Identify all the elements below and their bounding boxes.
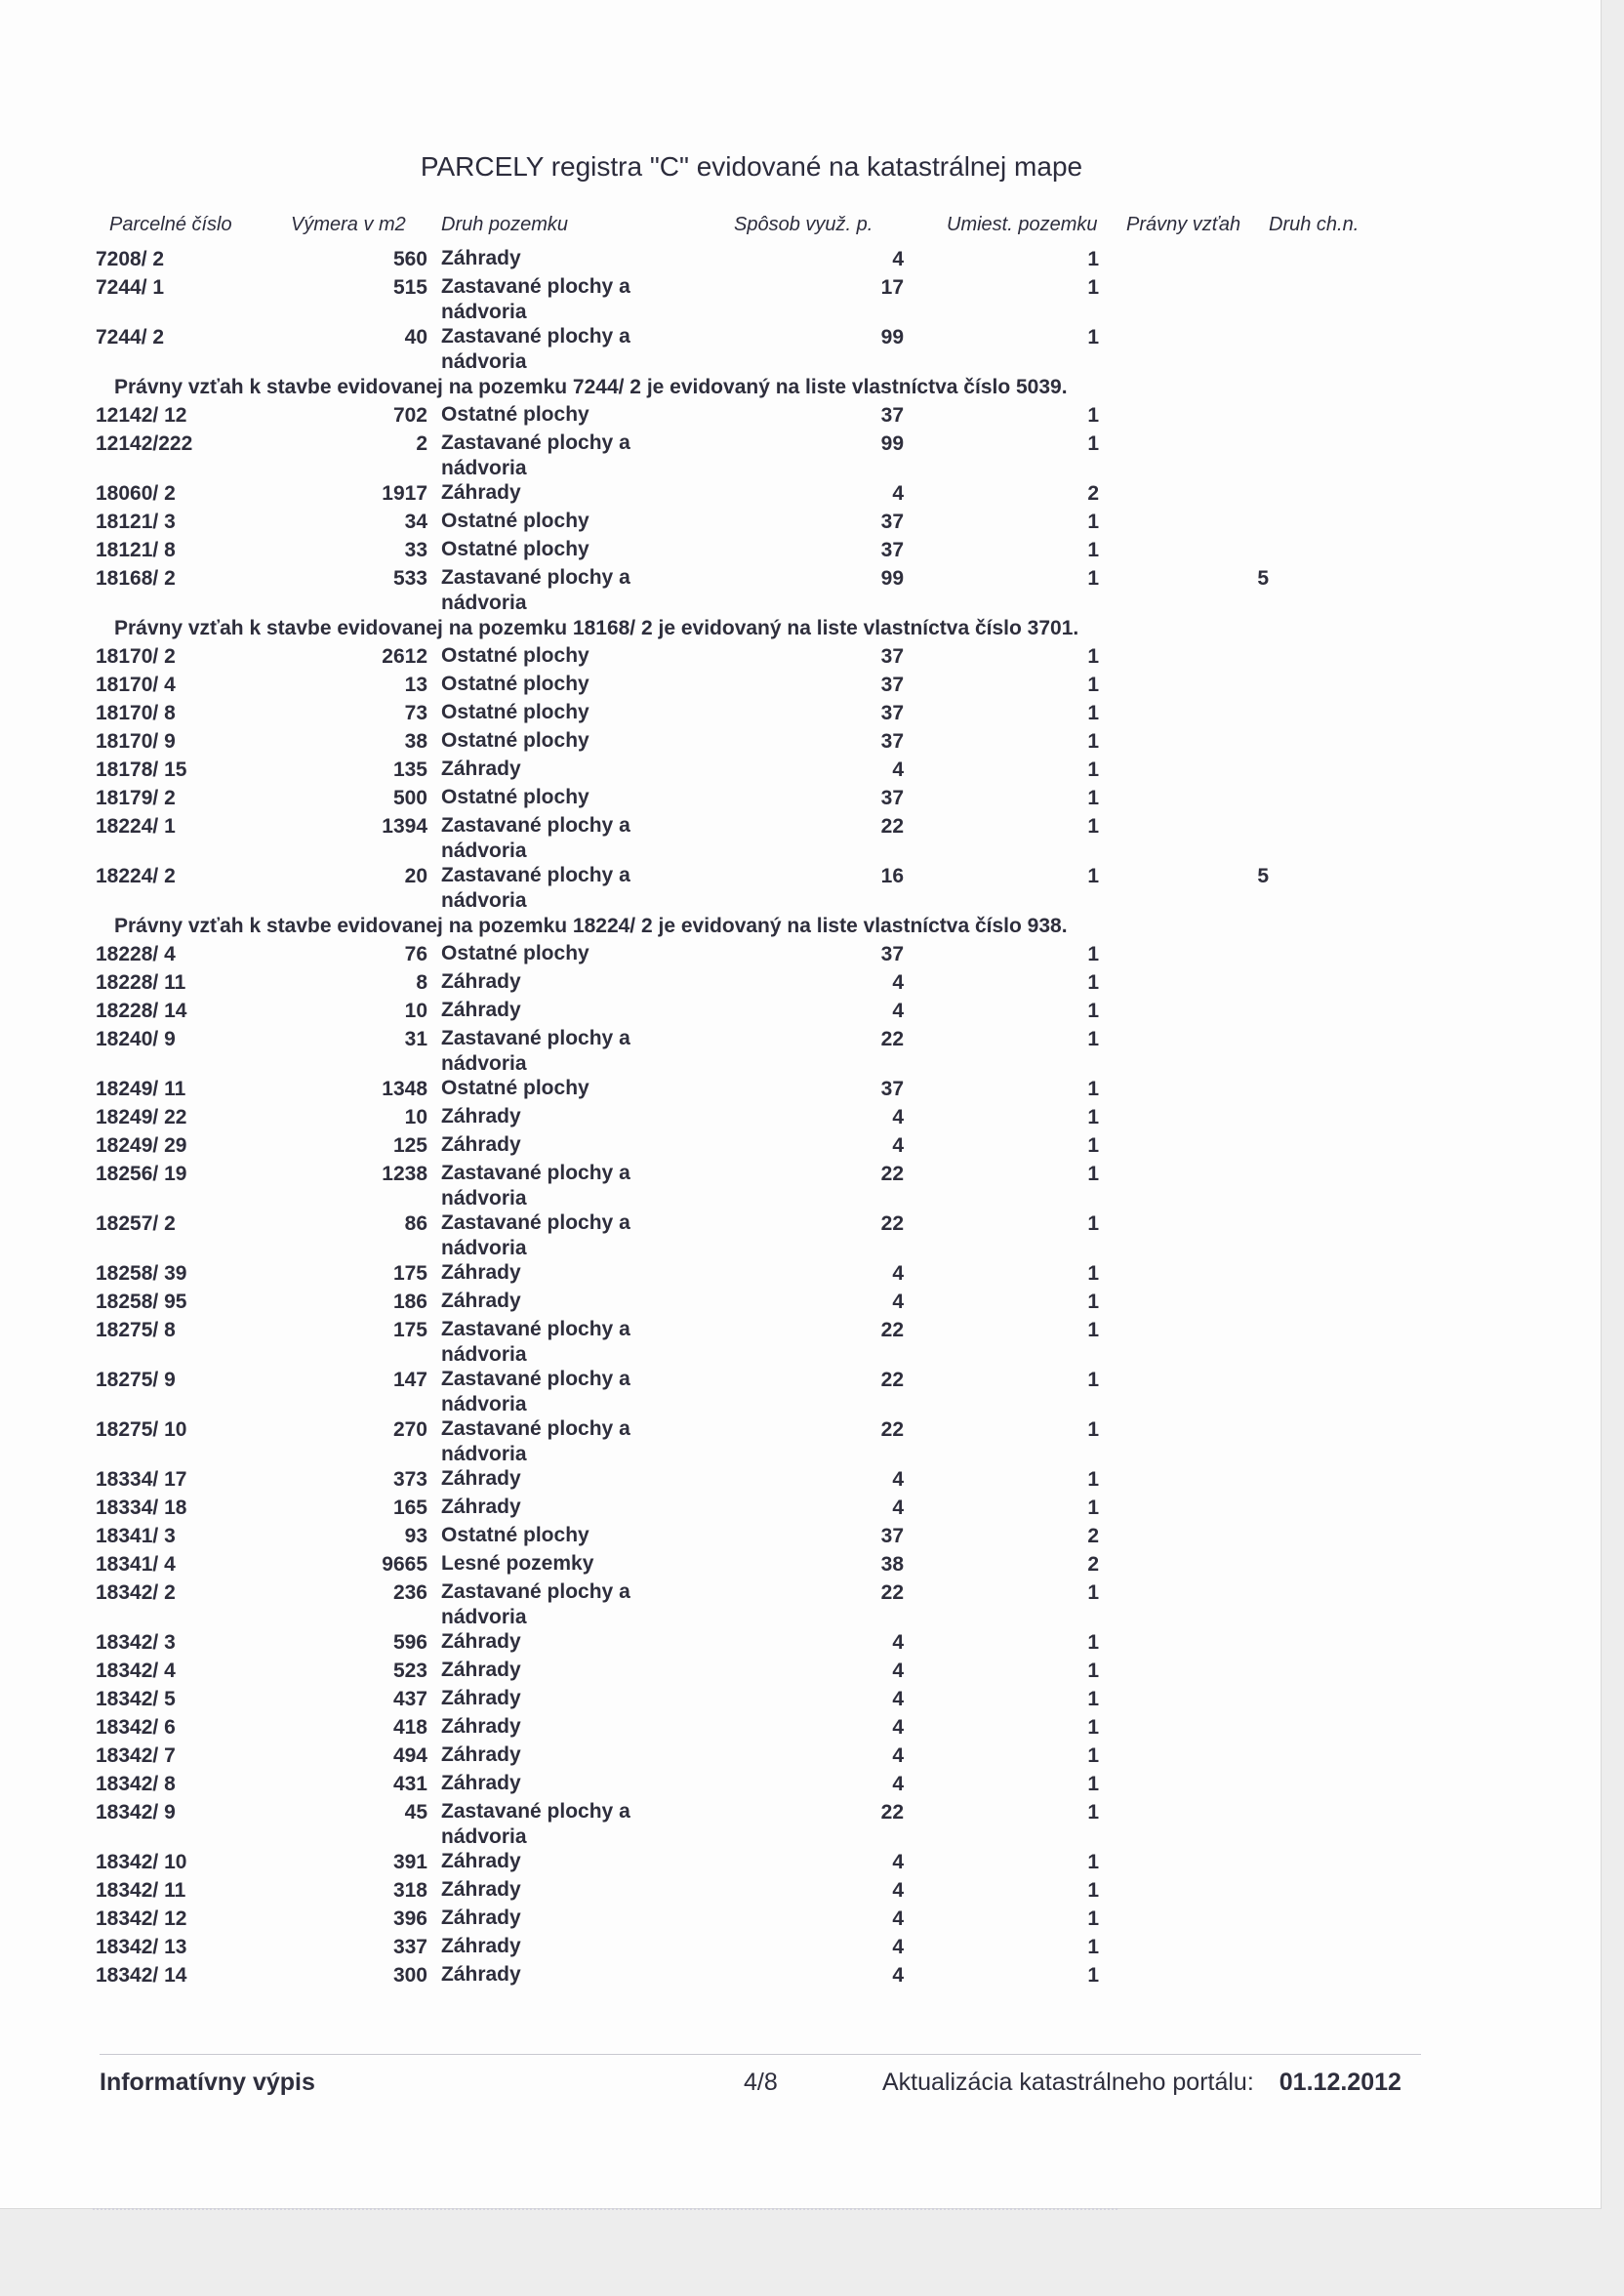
parcel-number: 18342/ 4 [96,1660,176,1682]
location-code: 1 [1087,1291,1099,1313]
land-use-code: 4 [892,1688,904,1710]
land-use-code: 99 [880,326,904,348]
location-code: 2 [1087,482,1099,505]
location-code: 1 [1087,758,1099,781]
land-type: Ostatné plochy [441,701,589,723]
protection-code: 5 [1257,567,1269,590]
location-code: 1 [1087,1907,1099,1930]
parcel-number: 12142/ 12 [96,404,187,427]
parcel-number: 18334/ 17 [96,1468,187,1491]
location-code: 1 [1087,865,1099,887]
location-code: 1 [1087,1212,1099,1235]
parcel-number: 18224/ 2 [96,865,176,887]
land-use-code: 37 [880,787,904,809]
parcel-area: 2 [416,432,427,455]
land-use-code: 4 [892,1134,904,1157]
land-use-code: 4 [892,1716,904,1739]
location-code: 1 [1087,539,1099,561]
parcel-number: 18228/ 11 [96,971,186,994]
location-code: 2 [1087,1553,1099,1576]
location-code: 1 [1087,815,1099,838]
land-type: Záhrady [441,1467,521,1490]
land-use-code: 4 [892,971,904,994]
parcel-area: 373 [392,1468,427,1491]
land-use-code: 22 [880,1028,904,1050]
location-code: 1 [1087,1688,1099,1710]
parcel-number: 18342/ 13 [96,1936,187,1958]
land-use-code: 37 [880,674,904,696]
land-use-code: 4 [892,1262,904,1285]
parcel-area: 702 [392,404,427,427]
parcel-area: 533 [392,567,427,590]
land-use-code: 37 [880,702,904,724]
parcel-area: 40 [404,326,427,348]
parcel-number: 18341/ 3 [96,1525,176,1547]
location-code: 1 [1087,702,1099,724]
location-code: 1 [1087,1716,1099,1739]
land-type: Záhrady [441,1878,521,1901]
parcel-area: 596 [392,1631,427,1654]
land-type: Zastavané plochy a nádvoria [441,275,630,323]
column-header-type: Druh pozemku [441,214,569,235]
location-code: 1 [1087,943,1099,965]
parcel-number: 18342/ 5 [96,1688,176,1710]
land-use-code: 4 [892,758,904,781]
land-type: Záhrady [441,999,521,1021]
parcel-area: 86 [404,1212,427,1235]
location-code: 1 [1087,1262,1099,1285]
land-use-code: 22 [880,1581,904,1604]
parcel-area: 500 [392,787,427,809]
land-type: Zastavané plochy a nádvoria [441,1318,630,1366]
parcel-area: 1917 [382,482,427,505]
legal-note: Právny vzťah k stavbe evidovanej na pozemku 18168/ 2 je evidovaný na liste vlastníctva číslo 3701. [114,617,1079,639]
land-use-code: 22 [880,1163,904,1185]
land-type: Záhrady [441,1772,521,1794]
parcel-number: 18240/ 9 [96,1028,176,1050]
parcel-number: 18342/ 11 [96,1879,186,1902]
location-code: 1 [1087,326,1099,348]
parcel-number: 18249/ 29 [96,1134,187,1157]
land-type: Záhrady [441,247,521,269]
parcel-area: 494 [392,1744,427,1767]
parcel-area: 73 [404,702,427,724]
parcel-number: 18275/ 8 [96,1319,176,1341]
land-type: Záhrady [441,1630,521,1653]
column-header-parcel: Parcelné číslo [109,214,232,235]
parcel-number: 18256/ 19 [96,1163,187,1185]
location-code: 1 [1087,432,1099,455]
parcel-area: 31 [404,1028,427,1050]
parcel-area: 135 [392,758,427,781]
location-code: 1 [1087,730,1099,753]
parcel-area: 93 [404,1525,427,1547]
land-use-code: 22 [880,1212,904,1235]
parcel-number: 18228/ 4 [96,943,176,965]
location-code: 1 [1087,645,1099,668]
column-header-protection: Druh ch.n. [1269,214,1360,235]
page-number: 4/8 [744,2069,778,2096]
parcel-area: 125 [392,1134,427,1157]
location-code: 1 [1087,674,1099,696]
land-type: Záhrady [441,481,521,504]
location-code: 1 [1087,1369,1099,1391]
legal-note: Právny vzťah k stavbe evidovanej na pozemku 18224/ 2 je evidovaný na liste vlastníctva číslo 938. [114,915,1068,937]
parcel-area: 1348 [382,1078,427,1100]
land-use-code: 4 [892,248,904,270]
parcel-area: 1394 [382,815,427,838]
parcel-area: 431 [392,1773,427,1795]
location-code: 1 [1087,1936,1099,1958]
parcel-area: 437 [392,1688,427,1710]
land-type: Záhrady [441,1906,521,1929]
land-type: Zastavané plochy a nádvoria [441,1211,630,1259]
scan-artifact [93,2208,1117,2220]
parcel-number: 18224/ 1 [96,815,176,838]
location-code: 1 [1087,1468,1099,1491]
land-type: Ostatné plochy [441,673,589,695]
page-title: PARCELY registra "C" evidované na katastrálnej mape [420,151,1083,182]
land-type: Záhrady [441,1496,521,1518]
parcel-number: 18168/ 2 [96,567,176,590]
land-type: Zastavané plochy a nádvoria [441,814,630,862]
parcel-number: 18275/ 10 [96,1418,187,1441]
parcel-area: 1238 [382,1163,427,1185]
parcel-number: 18334/ 18 [96,1496,187,1519]
land-type: Záhrady [441,1850,521,1872]
parcel-area: 10 [404,1000,427,1022]
location-code: 1 [1087,1319,1099,1341]
parcel-number: 7244/ 2 [96,326,165,348]
land-use-code: 17 [880,276,904,299]
land-type: Ostatné plochy [441,942,589,964]
parcel-number: 18342/ 10 [96,1851,187,1873]
parcel-area: 515 [392,276,427,299]
parcel-number: 18249/ 11 [96,1078,186,1100]
footer-update-date: 01.12.2012 [1279,2069,1401,2096]
land-type: Ostatné plochy [441,510,589,532]
footer-label: Informatívny výpis [100,2069,315,2096]
parcel-number: 18342/ 9 [96,1801,176,1824]
land-use-code: 22 [880,1369,904,1391]
parcel-area: 300 [392,1964,427,1987]
land-use-code: 37 [880,1525,904,1547]
land-use-code: 37 [880,539,904,561]
land-use-code: 4 [892,1907,904,1930]
location-code: 1 [1087,1581,1099,1604]
column-header-location: Umiest. pozemku [947,214,1098,235]
land-type: Záhrady [441,1659,521,1681]
land-use-code: 4 [892,1744,904,1767]
land-use-code: 4 [892,1660,904,1682]
land-type: Zastavané plochy a nádvoria [441,864,630,912]
parcel-number: 7244/ 1 [96,276,165,299]
land-use-code: 22 [880,815,904,838]
land-type: Ostatné plochy [441,538,589,560]
land-use-code: 16 [880,865,904,887]
land-use-code: 37 [880,1078,904,1100]
column-header-area: Výmera v m2 [291,214,406,235]
location-code: 1 [1087,1964,1099,1987]
parcel-number: 18179/ 2 [96,787,176,809]
land-use-code: 37 [880,511,904,533]
land-type: Záhrady [441,970,521,993]
land-use-code: 4 [892,1496,904,1519]
land-use-code: 99 [880,567,904,590]
parcel-number: 18275/ 9 [96,1369,176,1391]
land-type: Zastavané plochy a nádvoria [441,566,630,614]
land-type: Záhrady [441,1715,521,1738]
parcel-area: 38 [404,730,427,753]
land-type: Záhrady [441,1290,521,1312]
legal-note: Právny vzťah k stavbe evidovanej na pozemku 7244/ 2 je evidovaný na liste vlastníctva číslo 5039. [114,376,1068,398]
parcel-number: 18342/ 8 [96,1773,176,1795]
parcel-area: 236 [392,1581,427,1604]
location-code: 1 [1087,971,1099,994]
land-type: Záhrady [441,1963,521,1986]
parcel-area: 9665 [382,1553,427,1576]
land-use-code: 37 [880,404,904,427]
land-type: Záhrady [441,1105,521,1128]
location-code: 1 [1087,276,1099,299]
parcel-number: 18178/ 15 [96,758,187,781]
location-code: 1 [1087,1801,1099,1824]
parcel-area: 8 [416,971,427,994]
parcel-area: 186 [392,1291,427,1313]
parcel-number: 18342/ 3 [96,1631,176,1654]
parcel-number: 18249/ 22 [96,1106,187,1128]
parcel-area: 33 [404,539,427,561]
land-type: Zastavané plochy a nádvoria [441,1580,630,1628]
footer-divider [100,2054,1421,2055]
parcel-area: 560 [392,248,427,270]
parcel-number: 18257/ 2 [96,1212,176,1235]
location-code: 2 [1087,1525,1099,1547]
location-code: 1 [1087,1851,1099,1873]
location-code: 1 [1087,1106,1099,1128]
parcel-area: 391 [392,1851,427,1873]
parcel-area: 270 [392,1418,427,1441]
location-code: 1 [1087,1496,1099,1519]
land-use-code: 4 [892,1964,904,1987]
land-type: Zastavané plochy a nádvoria [441,1800,630,1848]
parcel-number: 18342/ 7 [96,1744,176,1767]
location-code: 1 [1087,787,1099,809]
parcel-number: 18258/ 39 [96,1262,187,1285]
parcel-number: 18342/ 6 [96,1716,176,1739]
parcel-number: 18342/ 2 [96,1581,176,1604]
parcel-number: 18342/ 14 [96,1964,187,1987]
land-use-code: 22 [880,1418,904,1441]
land-use-code: 4 [892,1773,904,1795]
location-code: 1 [1087,248,1099,270]
location-code: 1 [1087,404,1099,427]
footer-update [882,2069,1401,2097]
location-code: 1 [1087,1773,1099,1795]
parcel-area: 396 [392,1907,427,1930]
parcel-area: 165 [392,1496,427,1519]
land-type: Ostatné plochy [441,1524,589,1546]
land-use-code: 4 [892,482,904,505]
location-code: 1 [1087,1744,1099,1767]
parcel-area: 76 [404,943,427,965]
column-header-use: Spôsob využ. p. [734,214,873,235]
land-type: Ostatné plochy [441,786,589,808]
land-use-code: 4 [892,1468,904,1491]
land-type: Záhrady [441,1133,521,1156]
land-use-code: 4 [892,1936,904,1958]
parcel-area: 418 [392,1716,427,1739]
land-type: Ostatné plochy [441,729,589,752]
parcel-area: 175 [392,1262,427,1285]
land-type: Zastavané plochy a nádvoria [441,325,630,373]
parcel-area: 523 [392,1660,427,1682]
parcel-number: 18342/ 12 [96,1907,187,1930]
column-header-legal: Právny vzťah [1126,214,1241,235]
land-type: Záhrady [441,1261,521,1284]
parcel-area: 10 [404,1106,427,1128]
land-use-code: 99 [880,432,904,455]
parcel-number: 18341/ 4 [96,1553,176,1576]
land-type: Ostatné plochy [441,644,589,667]
parcel-number: 18258/ 95 [96,1291,187,1313]
land-type: Zastavané plochy a nádvoria [441,1027,630,1075]
parcel-number: 18121/ 8 [96,539,176,561]
location-code: 1 [1087,1028,1099,1050]
parcel-area: 34 [404,511,427,533]
parcel-number: 18170/ 9 [96,730,176,753]
location-code: 1 [1087,567,1099,590]
land-type: Záhrady [441,1743,521,1766]
land-use-code: 37 [880,943,904,965]
parcel-area: 13 [404,674,427,696]
location-code: 1 [1087,1631,1099,1654]
parcel-number: 18170/ 2 [96,645,176,668]
parcel-number: 18060/ 2 [96,482,176,505]
parcel-area: 45 [404,1801,427,1824]
parcel-area: 2612 [382,645,427,668]
location-code: 1 [1087,1418,1099,1441]
parcel-area: 337 [392,1936,427,1958]
land-type: Záhrady [441,1687,521,1709]
parcel-number: 18170/ 8 [96,702,176,724]
land-type: Zastavané plochy a nádvoria [441,1162,630,1210]
land-use-code: 22 [880,1801,904,1824]
land-use-code: 4 [892,1000,904,1022]
land-use-code: 38 [880,1553,904,1576]
land-use-code: 4 [892,1851,904,1873]
land-use-code: 22 [880,1319,904,1341]
land-use-code: 4 [892,1106,904,1128]
location-code: 1 [1087,1660,1099,1682]
land-type: Ostatné plochy [441,1077,589,1099]
parcel-number: 7208/ 2 [96,248,165,270]
parcel-area: 147 [392,1369,427,1391]
location-code: 1 [1087,1134,1099,1157]
land-type: Zastavané plochy a nádvoria [441,1417,630,1465]
land-type: Záhrady [441,758,521,780]
protection-code: 5 [1257,865,1269,887]
parcel-number: 12142/222 [96,432,193,455]
parcel-area: 175 [392,1319,427,1341]
land-use-code: 4 [892,1879,904,1902]
location-code: 1 [1087,511,1099,533]
parcel-number: 18228/ 14 [96,1000,187,1022]
parcel-area: 20 [404,865,427,887]
land-type: Lesné pozemky [441,1552,594,1575]
land-use-code: 4 [892,1631,904,1654]
land-type: Záhrady [441,1935,521,1957]
footer-update-label: Aktualizácia katastrálneho portálu: [882,2069,1254,2096]
location-code: 1 [1087,1078,1099,1100]
location-code: 1 [1087,1879,1099,1902]
parcel-number: 18170/ 4 [96,674,176,696]
parcel-number: 18121/ 3 [96,511,176,533]
land-use-code: 37 [880,730,904,753]
land-type: Zastavané plochy a nádvoria [441,1368,630,1415]
parcel-area: 318 [392,1879,427,1902]
land-type: Ostatné plochy [441,403,589,426]
location-code: 1 [1087,1163,1099,1185]
location-code: 1 [1087,1000,1099,1022]
land-use-code: 4 [892,1291,904,1313]
land-type: Zastavané plochy a nádvoria [441,431,630,479]
land-use-code: 37 [880,645,904,668]
